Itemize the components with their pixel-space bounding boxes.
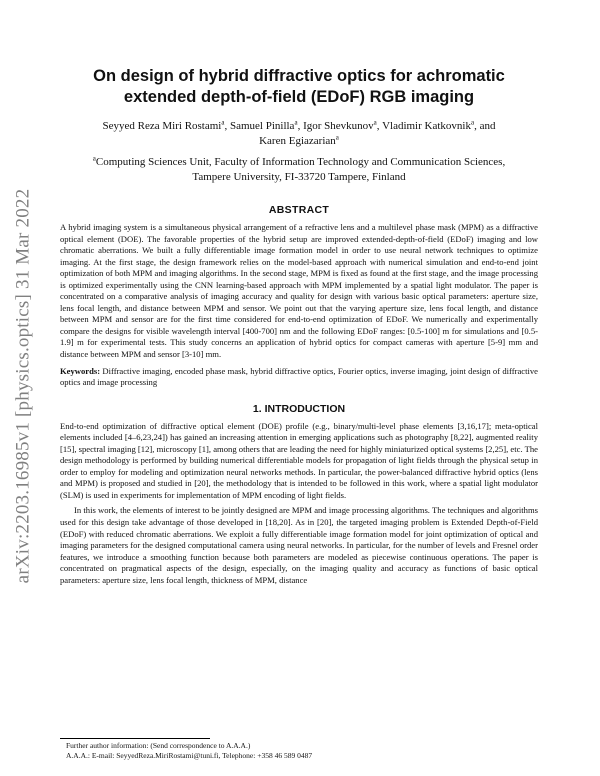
author-separator: , (376, 120, 383, 132)
author-separator: , (224, 120, 230, 132)
affiliation-mark: a (92, 154, 96, 163)
arxiv-identifier (8, 176, 38, 596)
paper-page (60, 66, 538, 586)
affiliation-mark: a (335, 133, 339, 142)
intro-paragraph-1: End-to-end optimization of diffractive optical element (DOE) profile (e.g., binary/multi-level phase elements [3,16,17]; meta-optical elements included [4–6,23,24]) has gained an increasing attention in emerging applications such as photography [8,22], augmented reality [15], spectral imaging [12], microscopy [1], among others that are leading the need for highly miniaturized optical systems [2,25], etc. The design methodology is performed by building numerical differentiable models for propagation of light fields through the physical setup in order to employ for modeling and optimization neural networks methods. In particular, the power-balanced diffractive hybrid optics (lens and MPM) is proposed and studied in [20], the methodology that is intended to be followed in this work, where a spatial light modulator (SLM) is used in experiments for implementation of MPM encoding of light fields. (60, 420, 538, 500)
section-heading-introduction: 1. INTRODUCTION (252, 402, 346, 415)
author-list (60, 119, 538, 149)
author-separator: , (297, 120, 304, 132)
author-separator: , and (474, 120, 496, 132)
abstract-heading: ABSTRACT (268, 204, 330, 216)
author-name: Seyyed Reza Miri Rostami (102, 120, 222, 132)
keywords-label: Keywords: (60, 365, 101, 376)
footnote-line-1: Further author information: (Send correspondence to A.A.A.) (66, 741, 251, 750)
author-name: Igor Shevkunov (303, 120, 374, 132)
keywords-text: Diffractive imaging, encoded phase mask, hybrid diffractive optics, Fourier optics, inverse imaging, joint design of diffractive optics and image processing (60, 365, 538, 388)
paper-title (60, 66, 538, 108)
footnote (60, 738, 538, 761)
author-name: Samuel Pinilla (229, 120, 295, 132)
title-line-2: extended depth-of-field (EDoF) RGB imaging (123, 88, 475, 106)
affiliation-line-1: Computing Sciences Unit, Faculty of Information Technology and Communication Sciences, (95, 156, 506, 168)
keywords (60, 366, 538, 389)
affiliation-mark: a (373, 118, 377, 127)
author-name: Karen Egiazarian (259, 135, 336, 147)
title-line-1: On design of hybrid diffractive optics for achromatic (93, 67, 505, 85)
abstract-text: A hybrid imaging system is a simultaneous physical arrangement of a refractive lens and a multilevel phase mask (MPM) as a diffractive optical element (DOE). The favorable properties of the hybrid setup are improved extended-depth-of-field (EDoF) imaging and low chromatic aberrations. We built a fully differentiable image formation model in order to use neural network techniques to optimize imaging. At the first stage, the design framework relies on the model-based approach with numerical simulation and end-to-end joint optimization of both MPM and imaging algorithms. In the second stage, MPM is fixed as found at the first stage, and the image processing is optimized experimentally using the CNN learning-based approach with MPM implemented by a spatial light modulator. The paper is concentrated on a comparative analysis of imaging accuracy and quality for design with various basic optical parameters: aperture size, lens focal length, and distance between MPM and sensor. We point out that the varying aperture size, lens focal length, and distance between MPM and sensor are for the first time considered for end-to-end optimization of EDoF. We numerically and experimentally compare the designs for visible wavelength interval [400-700] nm and the following EDoF ranges: [0.5-100] m for simulations and [0.5-1.9] m for experimental tests. This study concerns an application of hybrid optics for compact cameras with aperture [5-9] mm and distance between MPM and sensor [3-10] mm. (60, 222, 538, 360)
footnote-rule (60, 738, 210, 739)
affiliation-mark: a (221, 118, 225, 127)
affiliation-mark: a (470, 118, 475, 127)
footnote-line-2: A.A.A.: E-mail: SeyyedReza.MiriRostami@tuni.fi, Telephone: +358 46 589 0487 (66, 751, 313, 760)
intro-paragraph-2: In this work, the elements of interest to be jointly designed are MPM and image processing algorithms. The techniques and algorithms used for this design take advantage of those developed in [18,20]. As in [20], the targeted imaging problem is Extended Depth-of-Field (EDoF) with reduced chromatic aberrations. We exploit a fully differentiable image formation model for joint optimization of optical and imaging parameters for the designed computational camera using neural networks. In particular, for the number of levels and Fresnel order features, we introduce a smoothing function because both parameters are modeled as piecewise continuous operations. The paper is concentrated on pragmatical aspects of the design, especially, on the imaging quality and accuracy as functions of basic optical parameters: aperture size, lens focal length, thickness of MPM, distance (60, 505, 538, 585)
affiliation-line-2: Tampere University, FI-33720 Tampere, Finland (192, 171, 406, 183)
affiliation (60, 155, 538, 185)
author-name: Vladimir Katkovnik (382, 120, 471, 132)
arxiv-identifier-text: arXiv:2203.16985v1 [physics.optics] 31 Mar 2022 (12, 188, 34, 584)
affiliation-mark: a (294, 118, 298, 127)
